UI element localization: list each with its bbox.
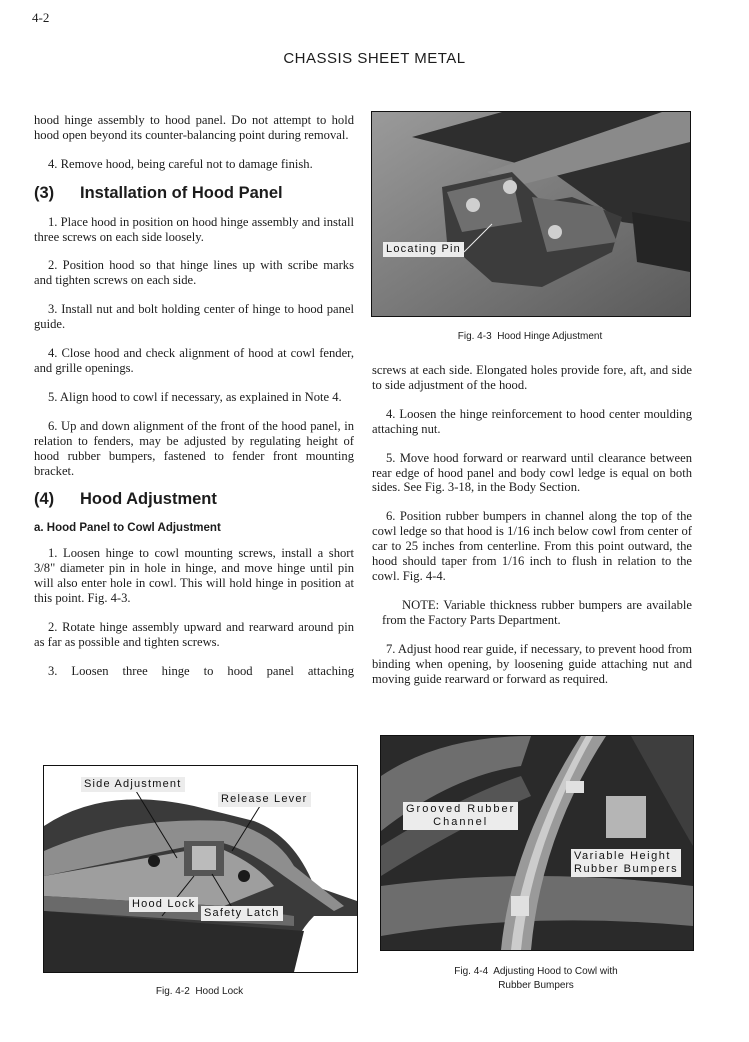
page-number: 4-2 bbox=[32, 10, 50, 25]
adjust-step-2: 2. Rotate hinge assembly upward and rearward around pin as far as possible and tighten screws. bbox=[34, 619, 354, 649]
install-step-6: 6. Up and down alignment of the front of the hood panel, in relation to fenders, may be adjusted by regulating height of hood rubber bumpers, fastened to fender front mounting bracket. bbox=[34, 418, 354, 478]
adjust-step-6: 6. Position rubber bumpers in channel along the top of the cowl ledge so that hood is 1/16 inch below cowl from center of car to 25 inches from centerline. From this point outward, the hood should taper from 1/16 inch to flush in relation to the cowl. Fig. 4-4. bbox=[372, 509, 692, 583]
adjust-step-1: 1. Loosen hinge to cowl mounting screws, install a short 3/8" diameter pin in hole in hinge, and move hinge until pin will also enter hole in cowl. This will hold hinge in position at this point. Fig. 4-3. bbox=[34, 546, 354, 605]
continuation-paragraph: screws at each side. Elongated holes provide fore, aft, and side to side adjustment of the hood. bbox=[372, 363, 692, 392]
section-4-number: (4) bbox=[34, 490, 55, 509]
adjust-step-3: 3. Loosen three hinge to hood panel attaching bbox=[48, 663, 354, 678]
section-4-heading bbox=[34, 492, 354, 507]
section-3-heading bbox=[34, 183, 354, 202]
note-paragraph: NOTE: Variable thickness rubber bumpers are available from the Factory Parts Department. bbox=[382, 597, 692, 627]
safety-latch-callout: Safety Latch bbox=[201, 906, 283, 921]
install-step-5: 5. Align hood to cowl if necessary, as explained in Note 4. bbox=[48, 389, 342, 404]
hood-lock-callout: Hood Lock bbox=[129, 897, 198, 912]
hinge-photo-illustration bbox=[372, 112, 690, 316]
release-lever-callout: Release Lever bbox=[218, 792, 311, 807]
right-column bbox=[372, 363, 692, 700]
page-title: CHASSIS SHEET METAL bbox=[283, 50, 466, 67]
variable-height-line1: Variable Height bbox=[574, 850, 671, 862]
variable-height-line2: Rubber Bumpers bbox=[574, 863, 679, 875]
section-4-title: Hood Adjustment bbox=[80, 490, 217, 509]
figure-4-3-hood-hinge-photo bbox=[371, 111, 691, 317]
grooved-rubber-line2: Channel bbox=[433, 816, 489, 828]
install-step-2: 2. Position hood so that hinge lines up with scribe marks and tighten screws on each side. bbox=[34, 258, 354, 288]
grooved-rubber-channel-callout bbox=[403, 802, 518, 830]
left-column bbox=[34, 113, 354, 693]
section-3-title: Installation of Hood Panel bbox=[80, 183, 283, 202]
adjust-step-4: 4. Loosen the hinge reinforcement to hood center moulding attaching nut. bbox=[372, 406, 692, 436]
rubber-bumpers-photo-illustration bbox=[381, 736, 693, 950]
figure-4-3-caption: Fig. 4-3 Hood Hinge Adjustment bbox=[457, 331, 603, 342]
figure-4-2-hood-lock-photo bbox=[43, 765, 358, 973]
figure-4-4-rubber-bumpers-photo bbox=[380, 735, 694, 951]
figure-4-4-caption bbox=[380, 965, 692, 993]
side-adjustment-callout: Side Adjustment bbox=[81, 777, 185, 792]
adjust-step-5: 5. Move hood forward or rearward until clearance between rear edge of hood panel and body cowl ledge is equal on both sides. See Fig. 3-18, in the Body Section. bbox=[372, 450, 692, 495]
adjust-step-7: 7. Adjust hood rear guide, if necessary, to prevent hood from binding when opening, by loosening guide attaching nut and moving guide rearward or forward as required. bbox=[372, 641, 692, 686]
grooved-rubber-line1: Grooved Rubber bbox=[406, 803, 516, 815]
figure-4-2-caption: Fig. 4-2 Hood Lock bbox=[155, 986, 244, 997]
removal-step-4: 4. Remove hood, being careful not to damage finish. bbox=[48, 156, 313, 171]
section-3-number: (3) bbox=[34, 183, 55, 202]
subsection-heading: a. Hood Panel to Cowl Adjustment bbox=[34, 522, 221, 535]
install-step-3: 3. Install nut and bolt holding center of hinge to hood panel guide. bbox=[34, 302, 354, 332]
figure-4-4-caption-line1: Fig. 4-4 Adjusting Hood to Cowl with bbox=[454, 966, 618, 977]
intro-paragraph: hood hinge assembly to hood panel. Do not attempt to hold hood open beyond its counter-balancing point during removal. bbox=[34, 113, 354, 142]
figure-4-4-caption-line2: Rubber Bumpers bbox=[498, 980, 574, 991]
install-step-1: 1. Place hood in position on hood hinge assembly and install three screws on each side loosely. bbox=[34, 214, 354, 244]
locating-pin-callout: Locating Pin bbox=[383, 242, 464, 257]
variable-height-bumpers-callout bbox=[571, 849, 681, 877]
install-step-4: 4. Close hood and check alignment of hood at cowl fender, and grille openings. bbox=[34, 346, 354, 375]
